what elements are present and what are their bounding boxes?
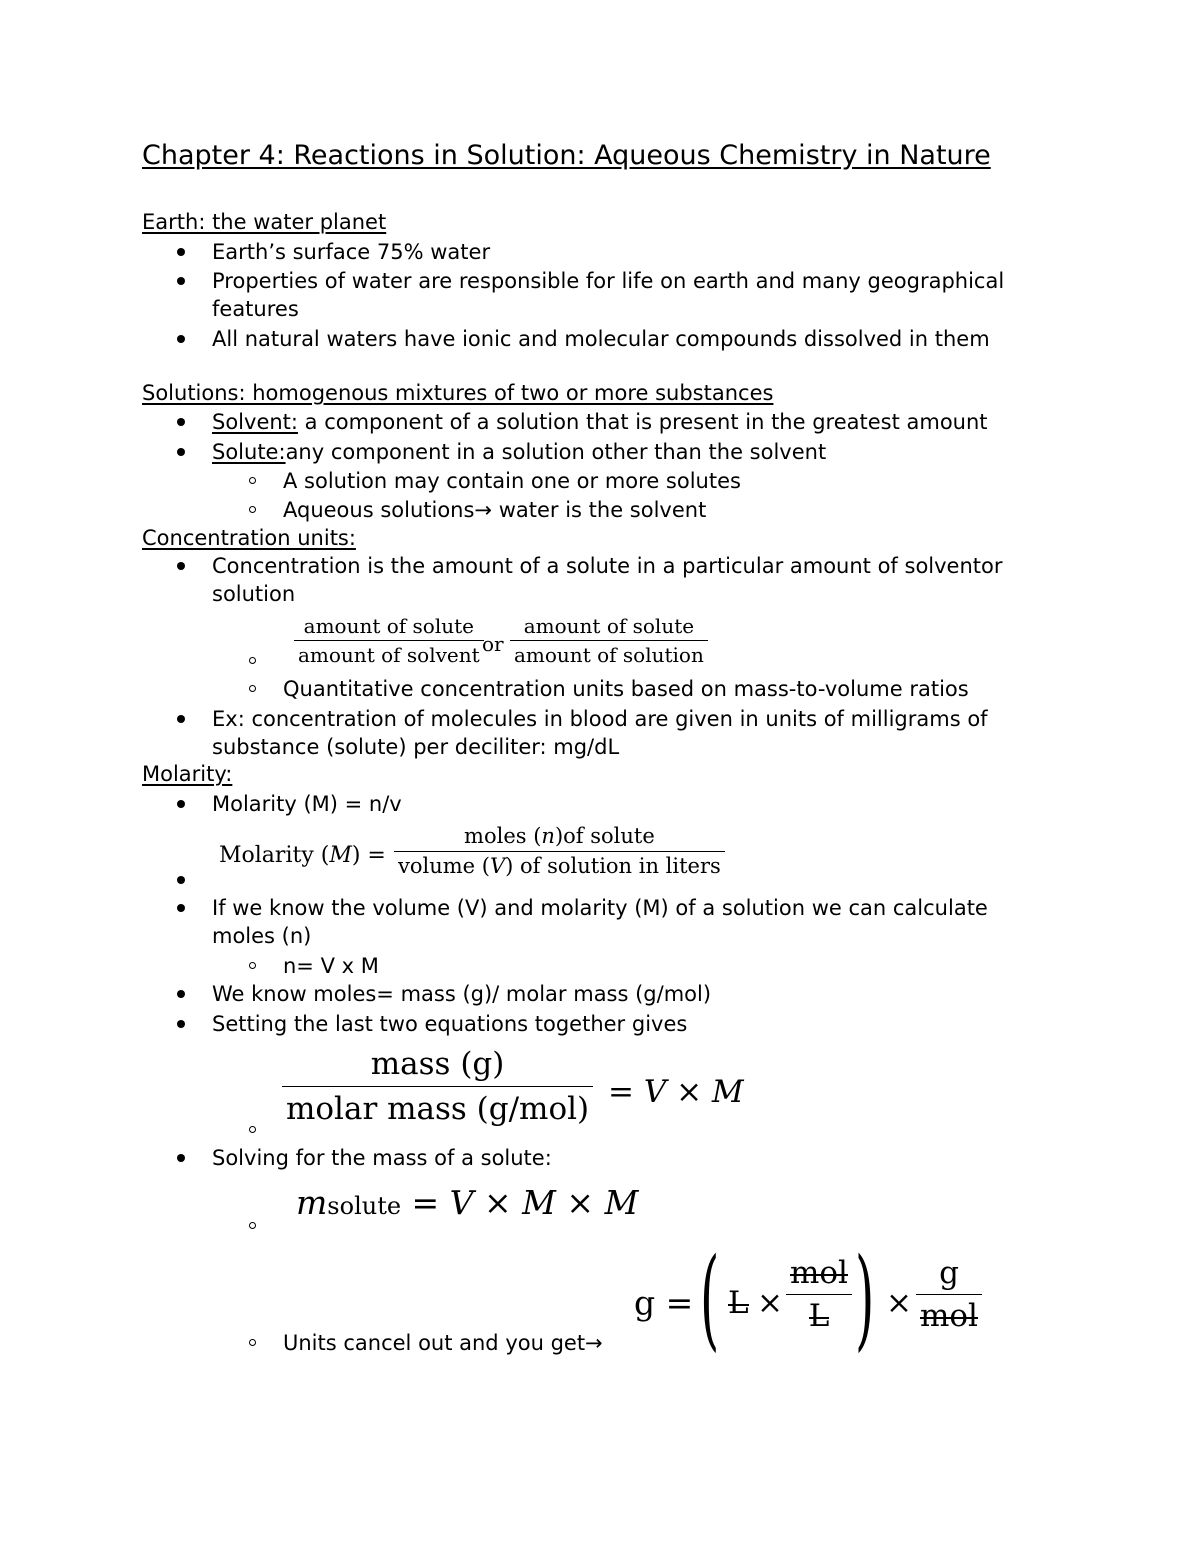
variable-v: V bbox=[489, 854, 506, 878]
bullet-icon bbox=[177, 1154, 185, 1162]
sub-list-item: Quantitative concentration units based on mass-to-volume ratios bbox=[283, 677, 969, 701]
fraction-numerator: g bbox=[939, 1255, 959, 1291]
fraction-denominator: amount of solvent bbox=[298, 643, 480, 667]
fraction-numerator bbox=[786, 1252, 852, 1294]
m-solute-formula bbox=[296, 1180, 638, 1229]
list-item bbox=[212, 438, 826, 467]
sub-bullet-icon bbox=[249, 477, 256, 484]
sub-list-item: Aqueous solutions→ water is the solvent bbox=[283, 498, 707, 522]
right-paren-icon: ) bbox=[855, 1234, 875, 1362]
solute-term: Solute: bbox=[212, 440, 286, 464]
sub-bullet-icon bbox=[249, 1222, 256, 1229]
molarity-formula-lhs bbox=[219, 841, 386, 871]
mol-per-l-fraction bbox=[786, 1252, 852, 1337]
molarity-heading: Molarity: bbox=[142, 762, 233, 786]
cancelled-unit: mol bbox=[920, 1295, 978, 1337]
fraction-denominator bbox=[394, 852, 725, 881]
sub-list-item: n= V x M bbox=[283, 954, 379, 978]
fraction-numerator: mass (g) bbox=[370, 1046, 505, 1082]
fraction-denominator bbox=[916, 1295, 982, 1337]
bullet-icon bbox=[177, 248, 185, 256]
mass-formula-rhs: = V × M bbox=[608, 1074, 744, 1110]
sub-bullet-icon bbox=[249, 657, 256, 664]
variable-m: m bbox=[296, 1183, 328, 1222]
list-item: Setting the last two equations together gives bbox=[212, 1012, 688, 1036]
molarity-fraction bbox=[394, 822, 725, 881]
list-item: Ex: concentration of molecules in blood are given in units of milligrams of bbox=[212, 707, 988, 731]
list-item: All natural waters have ionic and molecular compounds dissolved in them bbox=[212, 327, 990, 351]
solute-definition: any component in a solution other than the solvent bbox=[285, 440, 827, 464]
cancelled-unit: L bbox=[728, 1280, 749, 1326]
bullet-icon bbox=[177, 448, 185, 456]
list-item: Concentration is the amount of a solute in a particular amount of solventor bbox=[212, 554, 1003, 578]
formula-text: )of solute bbox=[554, 824, 655, 848]
earth-heading: Earth: the water planet bbox=[142, 210, 387, 234]
formula-text: = V × M × M bbox=[411, 1183, 639, 1222]
fraction-numerator: amount of solute bbox=[523, 614, 695, 638]
times-sign: × bbox=[757, 1285, 783, 1321]
bullet-icon bbox=[177, 418, 185, 426]
sub-bullet-icon bbox=[249, 1339, 256, 1346]
formula-text: moles ( bbox=[464, 824, 542, 848]
list-item-continuation: features bbox=[212, 297, 299, 321]
subscript-solute: solute bbox=[327, 1192, 402, 1220]
list-item-continuation: substance (solute) per deciliter: mg/dL bbox=[212, 735, 620, 759]
page-title: Chapter 4: Reactions in Solution: Aqueous Chemistry in Nature bbox=[142, 140, 991, 171]
list-item: If we know the volume (V) and molarity (M) of a solution we can calculate bbox=[212, 896, 988, 920]
list-item-continuation: solution bbox=[212, 582, 296, 606]
fraction-denominator: molar mass (g/mol) bbox=[286, 1091, 590, 1127]
list-item bbox=[212, 408, 988, 437]
or-word: or bbox=[482, 632, 504, 656]
unit-l bbox=[728, 1280, 749, 1326]
list-item-continuation: moles (n) bbox=[212, 924, 312, 948]
solutions-heading: Solutions: homogenous mixtures of two or more substances bbox=[142, 381, 774, 405]
bullet-icon bbox=[177, 876, 185, 884]
fraction-solute-solution bbox=[510, 612, 708, 669]
sub-bullet-icon bbox=[249, 1126, 256, 1133]
g-equals: g = bbox=[634, 1283, 694, 1322]
formula-text: ) of solution in liters bbox=[505, 854, 721, 878]
formula-text: ) = bbox=[351, 843, 386, 868]
g-per-mol-fraction bbox=[916, 1252, 982, 1337]
formula-text: volume ( bbox=[398, 854, 490, 878]
sub-list-item: A solution may contain one or more solutes bbox=[283, 469, 741, 493]
sub-bullet-icon bbox=[249, 685, 256, 692]
list-item: Molarity (M) = n/v bbox=[212, 792, 402, 816]
list-item: We know moles= mass (g)/ molar mass (g/mol) bbox=[212, 982, 712, 1006]
bullet-icon bbox=[177, 904, 185, 912]
variable-n: n bbox=[541, 824, 555, 848]
concentration-heading: Concentration units: bbox=[142, 526, 356, 550]
fraction-denominator bbox=[805, 1295, 834, 1337]
variable-m: M bbox=[329, 843, 352, 868]
sub-bullet-icon bbox=[249, 962, 256, 969]
times-sign: × bbox=[886, 1285, 912, 1321]
cancelled-unit: mol bbox=[790, 1252, 848, 1294]
list-item: Solving for the mass of a solute: bbox=[212, 1146, 552, 1170]
fraction-numerator: amount of solute bbox=[303, 614, 474, 638]
left-paren-icon: ( bbox=[700, 1234, 720, 1362]
fraction-numerator bbox=[460, 822, 659, 851]
list-item: Earth’s surface 75% water bbox=[212, 240, 491, 264]
fraction-solute-solvent bbox=[294, 612, 484, 669]
cancelled-unit: L bbox=[809, 1295, 830, 1337]
sub-bullet-icon bbox=[249, 506, 256, 513]
bullet-icon bbox=[177, 1020, 185, 1028]
fraction-denominator: amount of solution bbox=[514, 643, 704, 667]
solvent-term: Solvent: bbox=[212, 410, 298, 434]
bullet-icon bbox=[177, 562, 185, 570]
sub-list-item: Units cancel out and you get→ bbox=[283, 1331, 603, 1355]
list-item: Properties of water are responsible for life on earth and many geographical bbox=[212, 269, 1005, 293]
bullet-icon bbox=[177, 990, 185, 998]
mass-fraction bbox=[282, 1042, 593, 1131]
bullet-icon bbox=[177, 715, 185, 723]
bullet-icon bbox=[177, 277, 185, 285]
formula-text: Molarity ( bbox=[219, 843, 330, 868]
bullet-icon bbox=[177, 335, 185, 343]
bullet-icon bbox=[177, 800, 185, 808]
solvent-definition: a component of a solution that is present in the greatest amount bbox=[297, 410, 988, 434]
